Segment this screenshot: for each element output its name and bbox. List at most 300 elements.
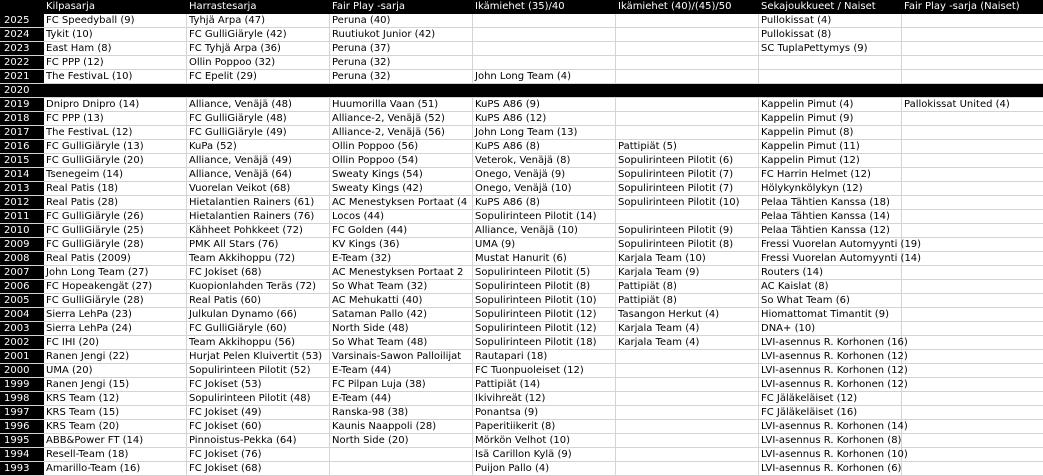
sekajoukkueet-naiset-cell[interactable]: Pelaa Tähtien Kanssa (12) (759, 224, 902, 237)
fair-play-naiset-cell[interactable] (902, 266, 1043, 279)
ikamiehet-35-40-cell[interactable]: Ponantsa (9) (473, 406, 616, 419)
ikamiehet-35-40-cell[interactable] (473, 56, 616, 69)
kilpasarja-cell[interactable]: Sierra LehPa (24) (44, 322, 187, 335)
year-cell[interactable]: 2015 (0, 154, 44, 167)
sekajoukkueet-naiset-cell[interactable] (759, 56, 902, 69)
ikamiehet-35-40-cell[interactable] (473, 28, 616, 41)
table-row (0, 56, 1043, 70)
fair-play-naiset-cell[interactable] (902, 154, 1043, 167)
table-row (0, 350, 1043, 364)
harrastesarja-cell[interactable]: FC Epelit (29) (187, 70, 330, 83)
harrastesarja-cell[interactable]: KuPa (52) (187, 140, 330, 153)
ikamiehet-35-40-cell[interactable]: Rautapari (18) (473, 350, 616, 363)
year-cell[interactable]: 1994 (0, 448, 44, 461)
harrastesarja-cell[interactable]: Hurjat Pelen Kluivertit (53) (187, 350, 330, 363)
year-cell[interactable]: 2019 (0, 98, 44, 111)
harrastesarja-cell[interactable]: FC Jokiset (76) (187, 448, 330, 461)
ikamiehet-35-40-cell[interactable] (473, 14, 616, 27)
year-cell[interactable]: 2006 (0, 280, 44, 293)
kilpasarja-cell[interactable]: Tsenegeim (14) (44, 168, 187, 181)
ikamiehet-40-45-50-cell[interactable]: Pattipiät (5) (616, 140, 759, 153)
fair-play-naiset-cell[interactable] (902, 308, 1043, 321)
ikamiehet-40-45-50-cell[interactable] (616, 98, 759, 111)
sekajoukkueet-naiset-cell[interactable]: Pelaa Tähtien Kanssa (14) (759, 210, 902, 223)
fair-play-cell[interactable]: AC Menestyksen Portaat 2 (330, 266, 473, 279)
harrastesarja-cell[interactable]: Sopulirinteen Pilotit (52) (187, 364, 330, 377)
ikamiehet-40-45-50-cell[interactable]: Karjala Team (4) (616, 336, 759, 349)
fair-play-cell[interactable]: AC Mehukatti (40) (330, 294, 473, 307)
table-row (0, 420, 1043, 434)
table-row (0, 196, 1043, 210)
ikamiehet-35-40-cell[interactable] (473, 84, 616, 97)
kilpasarja-cell[interactable]: ABB&Power FT (14) (44, 434, 187, 447)
fair-play-naiset-cell[interactable]: Pallokissat United (4) (904, 99, 1010, 110)
ikamiehet-40-45-50-cell[interactable]: Sopulirinteen Pilotit (10) (616, 196, 759, 209)
ikamiehet-35-40-cell[interactable]: Sopulirinteen Pilotit (12) (473, 322, 616, 335)
fair-play-cell[interactable]: Alliance-2, Venäjä (56) (330, 126, 473, 139)
sekajoukkueet-naiset-cell[interactable]: LVI-asennus R. Korhonen (10) (761, 449, 908, 460)
ikamiehet-35-40-cell[interactable]: Paperitiikerit (8) (473, 420, 616, 433)
harrastesarja-cell[interactable]: FC GulliGiäryle (49) (187, 126, 330, 139)
ikamiehet-40-45-50-cell[interactable]: Tasangon Herkut (4) (616, 308, 759, 321)
fair-play-naiset-cell[interactable] (902, 112, 1043, 125)
ikamiehet-40-45-50-cell[interactable]: Karjala Team (10) (616, 252, 759, 265)
harrastesarja-cell[interactable]: Ollin Poppoo (32) (187, 56, 330, 69)
harrastesarja-cell[interactable]: FC GulliGiäryle (48) (187, 112, 330, 125)
fair-play-naiset-cell[interactable] (902, 42, 1043, 55)
year-cell[interactable]: 2013 (0, 182, 44, 195)
fair-play-cell[interactable]: KV Kings (36) (330, 238, 473, 251)
year-cell[interactable]: 2021 (0, 70, 44, 83)
fair-play-naiset-cell[interactable] (902, 364, 1043, 377)
ikamiehet-35-40-cell[interactable]: Mörkön Velhot (10) (473, 434, 616, 447)
kilpasarja-cell[interactable]: Real Patis (28) (44, 196, 187, 209)
ikamiehet-40-45-50-cell[interactable]: Sopulirinteen Pilotit (9) (616, 224, 759, 237)
fair-play-naiset-cell[interactable] (902, 126, 1043, 139)
sekajoukkueet-naiset-cell[interactable]: Kappelin Pimut (12) (759, 154, 902, 167)
year-cell[interactable]: 2024 (0, 28, 44, 41)
year-cell[interactable]: 2004 (0, 308, 44, 321)
sekajoukkueet-naiset-cell[interactable]: FC Jäläkeläiset (12) (759, 392, 902, 405)
fair-play-naiset-cell[interactable] (902, 168, 1043, 181)
fair-play-cell[interactable]: AC Menestyksen Portaat (4 (330, 196, 473, 209)
ikamiehet-35-40-cell[interactable]: Onego, Venäjä (10) (473, 182, 616, 195)
harrastesarja-cell[interactable]: Sopulirinteen Pilotit (48) (187, 392, 330, 405)
fair-play-naiset-cell[interactable] (902, 392, 1043, 405)
harrastesarja-cell[interactable]: FC Tyhjä Arpa (36) (187, 42, 330, 55)
ikamiehet-35-40-cell[interactable]: KuPS A86 (12) (473, 112, 616, 125)
harrastesarja-cell[interactable]: Alliance, Venäjä (64) (187, 168, 330, 181)
kilpasarja-cell[interactable]: FC GulliGiäryle (25) (44, 224, 187, 237)
header-row (0, 0, 1043, 14)
sekajoukkueet-naiset-cell[interactable]: LVI-asennus R. Korhonen (16) (761, 337, 908, 348)
table-row (0, 42, 1043, 56)
kilpasarja-cell[interactable]: UMA (20) (44, 364, 187, 377)
ikamiehet-35-40-cell[interactable]: Sopulirinteen Pilotit (5) (473, 266, 616, 279)
fair-play-naiset-cell[interactable] (902, 406, 1043, 419)
fair-play-naiset-cell[interactable] (902, 322, 1043, 335)
ikamiehet-35-40-cell[interactable]: Sopulirinteen Pilotit (14) (473, 210, 616, 223)
kilpasarja-cell[interactable] (44, 84, 187, 97)
year-cell[interactable]: 2012 (0, 196, 44, 209)
fair-play-cell[interactable]: North Side (48) (330, 322, 473, 335)
harrastesarja-cell[interactable]: FC GulliGiäryle (60) (187, 322, 330, 335)
fair-play-naiset-cell[interactable] (902, 84, 1043, 97)
ikamiehet-40-45-50-cell[interactable] (616, 28, 759, 41)
fair-play-cell[interactable]: Sweaty Kings (54) (330, 168, 473, 181)
ikamiehet-35-40-cell[interactable]: Pattipiät (14) (473, 378, 616, 391)
fair-play-naiset-cell[interactable] (902, 56, 1043, 69)
year-cell[interactable]: 2003 (0, 322, 44, 335)
year-cell[interactable]: 2007 (0, 266, 44, 279)
year-cell[interactable]: 1996 (0, 420, 44, 433)
table-row (0, 462, 1043, 476)
fair-play-naiset-cell[interactable] (902, 28, 1043, 41)
fair-play-cell[interactable]: North Side (20) (330, 434, 473, 447)
ikamiehet-35-40-cell[interactable]: KuPS A86 (8) (473, 140, 616, 153)
ikamiehet-40-45-50-cell[interactable] (616, 434, 759, 447)
ikamiehet-40-45-50-cell[interactable] (616, 56, 759, 69)
fair-play-cell[interactable]: Peruna (37) (330, 42, 473, 55)
kilpasarja-cell[interactable]: Dnipro Dnipro (14) (44, 98, 187, 111)
fair-play-naiset-cell[interactable] (902, 336, 1043, 349)
fair-play-naiset-cell[interactable] (902, 182, 1043, 195)
kilpasarja-cell[interactable]: FC GulliGiäryle (26) (44, 210, 187, 223)
sekajoukkueet-naiset-cell[interactable]: So What Team (6) (759, 294, 902, 307)
ikamiehet-35-40-cell[interactable]: Mustat Hanurit (6) (473, 252, 616, 265)
table-row (0, 210, 1043, 224)
harrastesarja-cell[interactable]: Hietalantien Rainers (61) (187, 196, 330, 209)
fair-play-cell[interactable]: FC Golden (44) (330, 224, 473, 237)
harrastesarja-cell[interactable]: Alliance, Venäjä (49) (187, 154, 330, 167)
kilpasarja-cell[interactable]: Sierra LehPa (23) (44, 308, 187, 321)
year-cell[interactable]: 1997 (0, 406, 44, 419)
harrastesarja-cell[interactable]: FC Jokiset (53) (187, 378, 330, 391)
table-row (0, 140, 1043, 154)
year-cell[interactable]: 1995 (0, 434, 44, 447)
year-cell[interactable]: 2020 (0, 84, 44, 97)
fair-play-naiset-cell[interactable] (902, 462, 1043, 475)
ikamiehet-40-45-50-cell[interactable]: Sopulirinteen Pilotit (8) (616, 238, 759, 251)
fair-play-naiset-cell[interactable] (902, 420, 1043, 433)
ikamiehet-35-40-cell[interactable]: Veterok, Venäjä (8) (473, 154, 616, 167)
table-row (0, 224, 1043, 238)
sekajoukkueet-naiset-cell[interactable]: Kappelin Pimut (4) (759, 98, 902, 111)
table-row (0, 322, 1043, 336)
ikamiehet-40-45-50-cell[interactable] (616, 420, 759, 433)
sekajoukkueet-naiset-cell[interactable]: Pullokissat (4) (759, 14, 902, 27)
ikamiehet-40-45-50-cell[interactable] (616, 462, 759, 475)
fair-play-cell[interactable] (330, 448, 473, 461)
fair-play-naiset-cell[interactable] (902, 196, 1043, 209)
harrastesarja-cell[interactable]: Team Akkihoppu (72) (187, 252, 330, 265)
ikamiehet-40-45-50-cell[interactable]: Karjala Team (4) (616, 322, 759, 335)
kilpasarja-cell[interactable]: Ranen Jengi (22) (44, 350, 187, 363)
sekajoukkueet-naiset-cell[interactable]: Fressi Vuorelan Automyynti (14) (761, 253, 922, 264)
kilpasarja-cell[interactable]: Ranen Jengi (15) (44, 378, 187, 391)
year-cell[interactable]: 1998 (0, 392, 44, 405)
header-cell-year[interactable] (0, 0, 44, 13)
table-row (0, 70, 1043, 84)
harrastesarja-cell[interactable] (187, 84, 330, 97)
header-cell-fair-play[interactable]: Fair Play -sarja (330, 0, 473, 13)
harrastesarja-cell[interactable]: Hietalantien Rainers (76) (187, 210, 330, 223)
fair-play-cell[interactable]: Ollin Poppoo (56) (330, 140, 473, 153)
fair-play-naiset-cell[interactable] (902, 224, 1043, 237)
fair-play-cell[interactable]: Huumorilla Vaan (51) (330, 98, 473, 111)
ikamiehet-35-40-cell[interactable]: Sopulirinteen Pilotit (18) (473, 336, 616, 349)
harrastesarja-cell[interactable]: Tyhjä Arpa (47) (187, 14, 330, 27)
sekajoukkueet-naiset-cell[interactable]: Hiomattomat Timantit (9) (759, 308, 902, 321)
fair-play-cell[interactable]: So What Team (32) (330, 280, 473, 293)
table-row (0, 28, 1043, 42)
kilpasarja-cell[interactable]: FC PPP (13) (44, 112, 187, 125)
year-cell[interactable]: 2022 (0, 56, 44, 69)
fair-play-naiset-cell[interactable] (902, 210, 1043, 223)
fair-play-cell[interactable]: Sweaty Kings (42) (330, 182, 473, 195)
kilpasarja-cell[interactable]: KRS Team (12) (44, 392, 187, 405)
harrastesarja-cell[interactable]: PMK All Stars (76) (187, 238, 330, 251)
fair-play-cell[interactable]: FC Pilpan Luja (38) (330, 378, 473, 391)
sekajoukkueet-naiset-cell[interactable]: LVI-asennus R. Korhonen (12) (761, 379, 908, 390)
sekajoukkueet-naiset-cell[interactable]: FC Jäläkeläiset (16) (759, 406, 902, 419)
sekajoukkueet-naiset-cell[interactable]: LVI-asennus R. Korhonen (12) (761, 351, 908, 362)
ikamiehet-40-45-50-cell[interactable]: Pattipiät (8) (616, 294, 759, 307)
fair-play-naiset-cell[interactable] (902, 350, 1043, 363)
fair-play-cell[interactable]: Peruna (32) (330, 56, 473, 69)
year-cell[interactable]: 2025 (0, 14, 44, 27)
year-cell[interactable]: 1993 (0, 462, 44, 475)
kilpasarja-cell[interactable]: FC GulliGiäryle (20) (44, 154, 187, 167)
ikamiehet-35-40-cell[interactable]: UMA (9) (473, 238, 616, 251)
fair-play-cell[interactable]: E-Team (32) (330, 252, 473, 265)
year-cell[interactable]: 2008 (0, 252, 44, 265)
kilpasarja-cell[interactable]: The FestivaL (10) (44, 70, 187, 83)
table-row (0, 434, 1043, 448)
sekajoukkueet-naiset-cell[interactable]: Kappelin Pimut (9) (759, 112, 902, 125)
kilpasarja-cell[interactable]: John Long Team (27) (44, 266, 187, 279)
kilpasarja-cell[interactable]: FC GulliGiäryle (28) (44, 294, 187, 307)
ikamiehet-40-45-50-cell[interactable] (616, 42, 759, 55)
ikamiehet-40-45-50-cell[interactable] (616, 126, 759, 139)
ikamiehet-35-40-cell[interactable]: Alliance, Venäjä (10) (473, 224, 616, 237)
ikamiehet-35-40-cell[interactable] (473, 42, 616, 55)
ikamiehet-40-45-50-cell[interactable] (616, 378, 759, 391)
header-cell-kilpasarja[interactable]: Kilpasarja (44, 0, 187, 13)
year-cell[interactable]: 2010 (0, 224, 44, 237)
table-row (0, 84, 1043, 98)
table-row (0, 392, 1043, 406)
ikamiehet-40-45-50-cell[interactable] (616, 364, 759, 377)
kilpasarja-cell[interactable]: FC PPP (12) (44, 56, 187, 69)
year-cell[interactable]: 2000 (0, 364, 44, 377)
ikamiehet-40-45-50-cell[interactable] (616, 70, 759, 83)
kilpasarja-cell[interactable]: FC GulliGiäryle (28) (44, 238, 187, 251)
kilpasarja-cell[interactable]: FC Hopeakengät (27) (44, 280, 187, 293)
sekajoukkueet-naiset-cell[interactable]: Pullokissat (8) (759, 28, 902, 41)
ikamiehet-35-40-cell[interactable]: KuPS A86 (8) (473, 196, 616, 209)
ikamiehet-40-45-50-cell[interactable] (616, 210, 759, 223)
header-cell-ikamiehet-40-45-50[interactable]: Ikämiehet (40)/(45)/50 (616, 0, 759, 13)
ikamiehet-35-40-cell[interactable]: Puijon Pallo (4) (473, 462, 616, 475)
year-cell[interactable]: 2018 (0, 112, 44, 125)
ikamiehet-40-45-50-cell[interactable]: Sopulirinteen Pilotit (7) (616, 182, 759, 195)
header-cell-fair-play-naiset[interactable]: Fair Play -sarja (Naiset) (902, 0, 1043, 13)
fair-play-cell[interactable]: Peruna (40) (330, 14, 473, 27)
table-row (0, 336, 1043, 350)
fair-play-naiset-cell[interactable] (902, 252, 1043, 265)
kilpasarja-cell[interactable]: Resell-Team (18) (44, 448, 187, 461)
fair-play-cell[interactable]: E-Team (44) (330, 392, 473, 405)
sekajoukkueet-naiset-cell[interactable] (759, 70, 902, 83)
sekajoukkueet-naiset-cell[interactable]: LVI-asennus R. Korhonen (14) (761, 421, 908, 432)
harrastesarja-cell[interactable]: FC Jokiset (68) (187, 462, 330, 475)
kilpasarja-cell[interactable]: FC Speedyball (9) (44, 14, 187, 27)
harrastesarja-cell[interactable]: Kuopionlahden Teräs (72) (187, 280, 330, 293)
table-body (0, 14, 1043, 476)
sekajoukkueet-naiset-cell[interactable]: AC Kaislat (8) (759, 280, 902, 293)
sekajoukkueet-naiset-cell[interactable]: Pelaa Tähtien Kanssa (18) (759, 196, 902, 209)
fair-play-cell[interactable] (330, 84, 473, 97)
sekajoukkueet-naiset-cell[interactable]: Kappelin Pimut (11) (759, 140, 902, 153)
fair-play-cell[interactable]: Ruutiukot Junior (42) (330, 28, 473, 41)
year-cell[interactable]: 2011 (0, 210, 44, 223)
ikamiehet-35-40-cell[interactable]: FC Tuonpuoleiset (12) (473, 364, 616, 377)
ikamiehet-40-45-50-cell[interactable] (616, 448, 759, 461)
fair-play-naiset-cell[interactable] (902, 448, 1043, 461)
fair-play-naiset-cell[interactable] (902, 14, 1043, 27)
ikamiehet-40-45-50-cell[interactable] (616, 112, 759, 125)
kilpasarja-cell[interactable]: FC GulliGiäryle (13) (44, 140, 187, 153)
year-cell[interactable]: 2005 (0, 294, 44, 307)
fair-play-naiset-cell[interactable] (902, 434, 1043, 447)
header-cell-ikamiehet-35-40[interactable]: Ikämiehet (35)/40 (473, 0, 616, 13)
kilpasarja-cell[interactable]: East Ham (8) (44, 42, 187, 55)
ikamiehet-40-45-50-cell[interactable] (616, 14, 759, 27)
table-row (0, 126, 1043, 140)
fair-play-naiset-cell[interactable] (902, 140, 1043, 153)
fair-play-naiset-cell[interactable] (902, 70, 1043, 83)
year-cell[interactable]: 2014 (0, 168, 44, 181)
sekajoukkueet-naiset-cell[interactable]: Routers (14) (759, 266, 902, 279)
ikamiehet-40-45-50-cell[interactable]: Pattipiät (8) (616, 280, 759, 293)
fair-play-cell[interactable]: So What Team (48) (330, 336, 473, 349)
ikamiehet-40-45-50-cell[interactable] (616, 406, 759, 419)
sekajoukkueet-naiset-cell[interactable]: Hölykynkölykyn (12) (759, 182, 902, 195)
kilpasarja-cell[interactable]: Real Patis (2009) (44, 252, 187, 265)
kilpasarja-cell[interactable]: KRS Team (20) (44, 420, 187, 433)
ikamiehet-40-45-50-cell[interactable]: Sopulirinteen Pilotit (6) (616, 154, 759, 167)
year-cell[interactable]: 2001 (0, 350, 44, 363)
ikamiehet-35-40-cell[interactable]: John Long Team (13) (473, 126, 616, 139)
fair-play-cell[interactable]: E-Team (44) (330, 364, 473, 377)
table-row (0, 154, 1043, 168)
table-row (0, 112, 1043, 126)
year-cell[interactable]: 2023 (0, 42, 44, 55)
harrastesarja-cell[interactable]: FC Jokiset (68) (187, 266, 330, 279)
sekajoukkueet-naiset-cell[interactable] (759, 84, 902, 97)
kilpasarja-cell[interactable]: The FestivaL (12) (44, 126, 187, 139)
table-row (0, 14, 1043, 28)
fair-play-cell[interactable]: Locos (44) (330, 210, 473, 223)
table-row (0, 308, 1043, 322)
ikamiehet-40-45-50-cell[interactable] (616, 392, 759, 405)
header-cell-sekajoukkueet-naiset[interactable]: Sekajoukkueet / Naiset (759, 0, 902, 13)
fair-play-naiset-cell[interactable] (902, 378, 1043, 391)
sekajoukkueet-naiset-cell[interactable]: FC Harrin Helmet (12) (759, 168, 902, 181)
sekajoukkueet-naiset-cell[interactable]: DNA+ (10) (759, 322, 902, 335)
year-cell[interactable]: 2002 (0, 336, 44, 349)
kilpasarja-cell[interactable]: KRS Team (15) (44, 406, 187, 419)
ikamiehet-35-40-cell[interactable]: KuPS A86 (9) (473, 98, 616, 111)
sekajoukkueet-naiset-cell[interactable]: SC TuplaPettymys (9) (759, 42, 902, 55)
fair-play-naiset-cell[interactable] (902, 238, 1043, 251)
harrastesarja-cell[interactable]: Julkulan Dynamo (66) (187, 308, 330, 321)
ikamiehet-35-40-cell[interactable]: Sopulirinteen Pilotit (8) (473, 280, 616, 293)
ikamiehet-35-40-cell[interactable]: Sopulirinteen Pilotit (12) (473, 308, 616, 321)
year-cell[interactable]: 2017 (0, 126, 44, 139)
harrastesarja-cell[interactable]: Real Patis (60) (187, 294, 330, 307)
harrastesarja-cell[interactable]: Kähheet Pohkkeet (72) (187, 224, 330, 237)
fair-play-cell[interactable]: Sataman Pallo (42) (330, 308, 473, 321)
table-row (0, 168, 1043, 182)
table-row (0, 294, 1043, 308)
year-cell[interactable]: 2009 (0, 238, 44, 251)
ikamiehet-35-40-cell[interactable]: John Long Team (4) (473, 70, 616, 83)
header-cell-harrastesarja[interactable]: Harrastesarja (187, 0, 330, 13)
ikamiehet-35-40-cell[interactable]: Ikivihreät (12) (473, 392, 616, 405)
year-cell[interactable]: 1999 (0, 378, 44, 391)
fair-play-cell[interactable]: Ollin Poppoo (54) (330, 154, 473, 167)
fair-play-cell[interactable]: Alliance-2, Venäjä (52) (330, 112, 473, 125)
harrastesarja-cell[interactable]: Alliance, Venäjä (48) (187, 98, 330, 111)
fair-play-cell[interactable]: Ranska-98 (38) (330, 406, 473, 419)
ikamiehet-40-45-50-cell[interactable] (616, 350, 759, 363)
kilpasarja-cell[interactable]: Amarillo-Team (16) (44, 462, 187, 475)
kilpasarja-cell[interactable]: Real Patis (18) (44, 182, 187, 195)
ikamiehet-35-40-cell[interactable]: Isä Carillon Kylä (9) (473, 448, 616, 461)
ikamiehet-40-45-50-cell[interactable]: Karjala Team (9) (616, 266, 759, 279)
fair-play-cell[interactable]: Peruna (32) (330, 70, 473, 83)
sekajoukkueet-naiset-cell[interactable]: LVI-asennus R. Korhonen (12) (761, 365, 908, 376)
ikamiehet-35-40-cell[interactable]: Onego, Venäjä (9) (473, 168, 616, 181)
ikamiehet-40-45-50-cell[interactable] (616, 84, 759, 97)
kilpasarja-cell[interactable]: Tykit (10) (44, 28, 187, 41)
table-row (0, 406, 1043, 420)
fair-play-cell[interactable]: Kaunis Naappoli (28) (330, 420, 473, 433)
sekajoukkueet-naiset-cell[interactable]: LVI-asennus R. Korhonen (8) (761, 435, 902, 446)
table-row (0, 182, 1043, 196)
table-row (0, 378, 1043, 392)
harrastesarja-cell[interactable]: FC Jokiset (49) (187, 406, 330, 419)
ikamiehet-35-40-cell[interactable]: Sopulirinteen Pilotit (10) (473, 294, 616, 307)
harrastesarja-cell[interactable]: FC Jokiset (60) (187, 420, 330, 433)
sekajoukkueet-naiset-cell[interactable]: LVI-asennus R. Korhonen (6) (761, 463, 902, 474)
harrastesarja-cell[interactable]: Team Akkihoppu (56) (187, 336, 330, 349)
fair-play-cell[interactable]: Varsinais-Sawon Palloilijat (330, 350, 473, 363)
harrastesarja-cell[interactable]: Vuorelan Veikot (68) (187, 182, 330, 195)
fair-play-naiset-cell[interactable] (902, 294, 1043, 307)
ikamiehet-40-45-50-cell[interactable]: Sopulirinteen Pilotit (7) (616, 168, 759, 181)
fair-play-cell[interactable] (330, 462, 473, 475)
kilpasarja-cell[interactable]: FC IHI (20) (44, 336, 187, 349)
harrastesarja-cell[interactable]: FC GulliGiäryle (42) (187, 28, 330, 41)
sekajoukkueet-naiset-cell[interactable]: Kappelin Pimut (8) (759, 126, 902, 139)
year-cell[interactable]: 2016 (0, 140, 44, 153)
sekajoukkueet-naiset-cell[interactable]: Fressi Vuorelan Automyynti (19) (761, 239, 922, 250)
fair-play-naiset-cell[interactable] (902, 280, 1043, 293)
harrastesarja-cell[interactable]: Pinnoistus-Pekka (64) (187, 434, 330, 447)
